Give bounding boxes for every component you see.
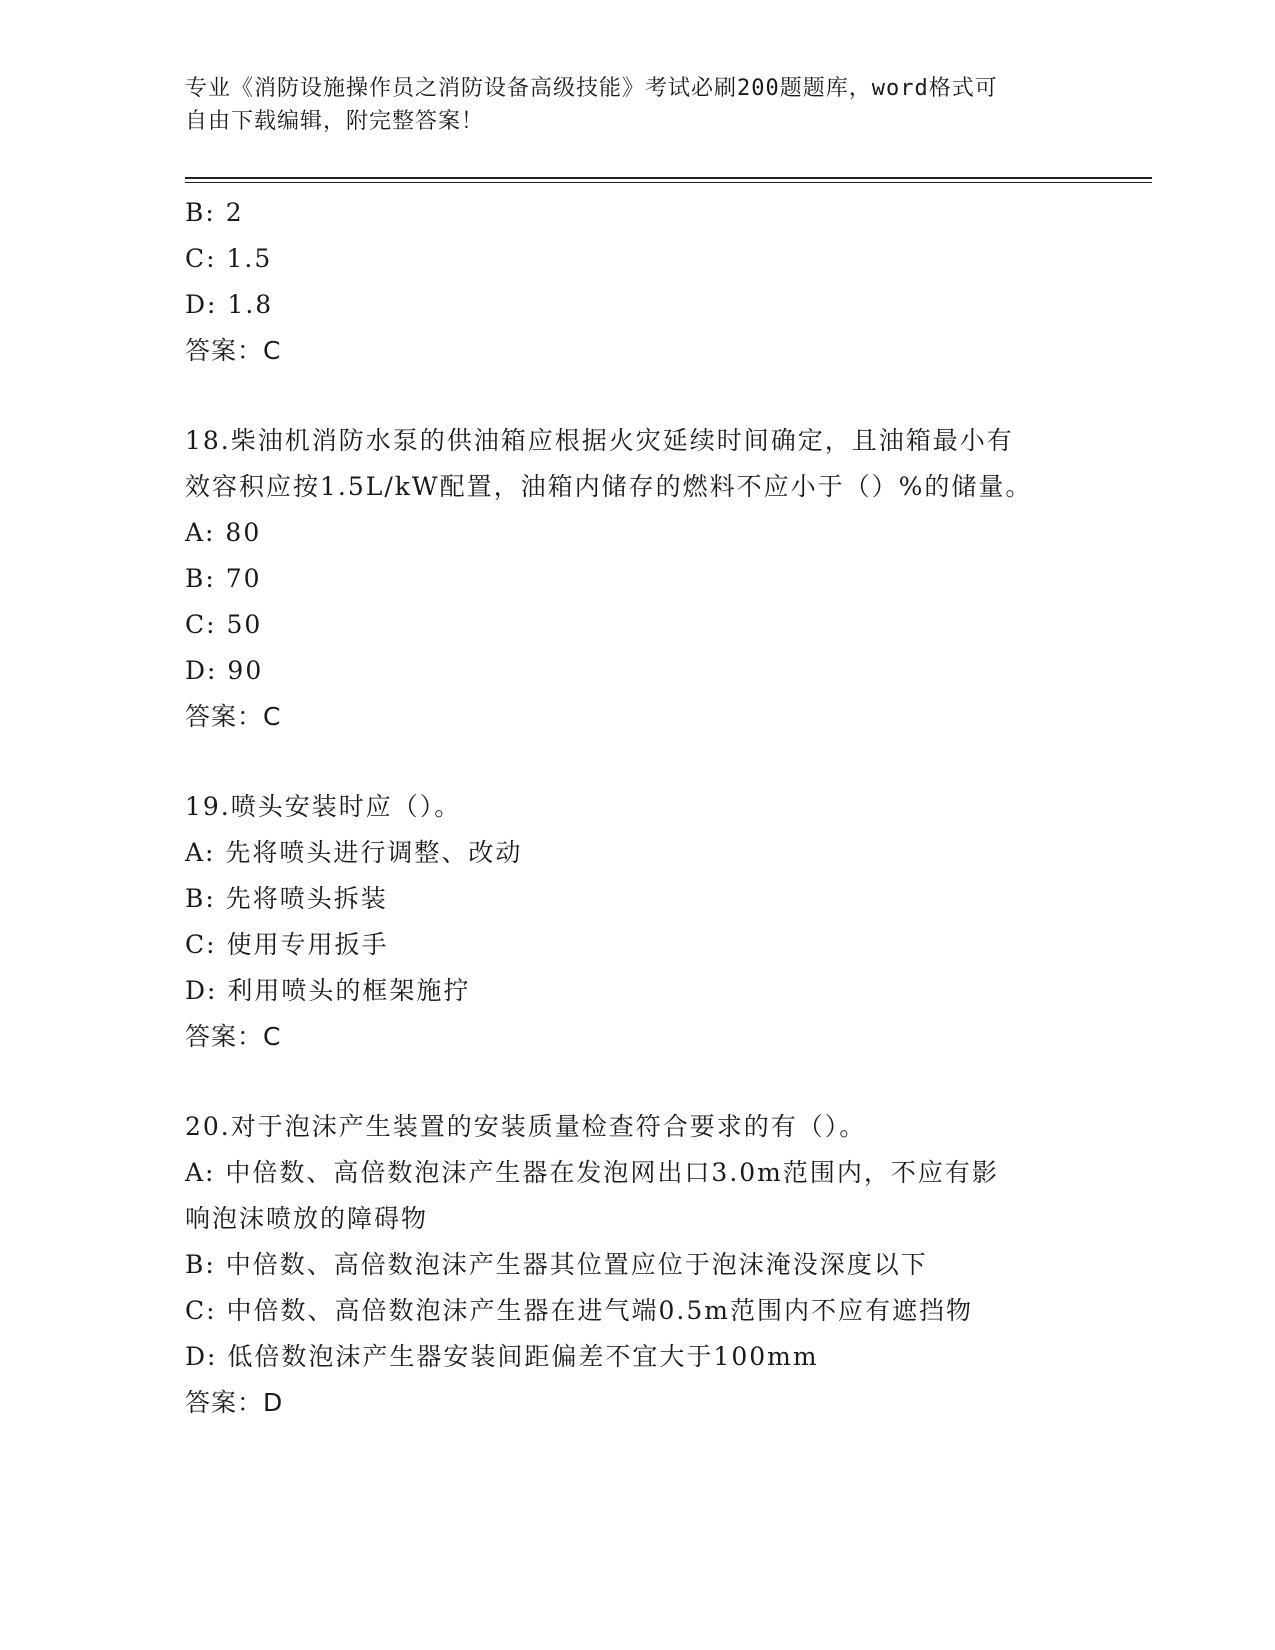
question-text: 20.对于泡沫产生装置的安装质量检查符合要求的有（）。 bbox=[185, 1112, 867, 1141]
option: B: 中倍数、高倍数泡沫产生器其位置应位于泡沫淹没深度以下 bbox=[185, 1250, 928, 1279]
question-18 bbox=[185, 418, 1085, 740]
answer: 答案：C bbox=[185, 336, 282, 365]
question-text: 效容积应按1.5L/kW配置，油箱内储存的燃料不应小于（）%的储量。 bbox=[185, 472, 1033, 501]
header-divider-thin bbox=[185, 182, 1152, 183]
option: D: 利用喷头的框架施拧 bbox=[185, 976, 471, 1005]
answer: 答案：D bbox=[185, 1388, 284, 1417]
header-line-1: 专业《消防设施操作员之消防设备高级技能》考试必刷200题题库，word格式可 bbox=[185, 76, 998, 101]
option: C: 中倍数、高倍数泡沫产生器在进气端0.5m范围内不应有遮挡物 bbox=[185, 1296, 973, 1325]
option: A: 80 bbox=[185, 518, 262, 547]
question-19 bbox=[185, 784, 1085, 1060]
option: A: 先将喷头进行调整、改动 bbox=[185, 838, 523, 867]
document-header bbox=[185, 72, 1085, 138]
option: D: 低倍数泡沫产生器安装间距偏差不宜大于100mm bbox=[185, 1342, 819, 1371]
header-divider-thick bbox=[185, 177, 1152, 179]
question-text: 19.喷头安装时应（）。 bbox=[185, 792, 462, 821]
option: A: 中倍数、高倍数泡沫产生器在发泡网出口3.0m范围内，不应有影 bbox=[185, 1158, 999, 1187]
question-20 bbox=[185, 1104, 1085, 1426]
option: C: 使用专用扳手 bbox=[185, 930, 389, 959]
option: D: 1.8 bbox=[185, 290, 274, 319]
option-continuation: 响泡沫喷放的障碍物 bbox=[185, 1204, 429, 1233]
question-17-continued bbox=[185, 190, 1085, 374]
header-line-2: 自由下载编辑，附完整答案！ bbox=[185, 109, 485, 134]
answer: 答案：C bbox=[185, 702, 282, 731]
option: B: 先将喷头拆装 bbox=[185, 884, 388, 913]
answer: 答案：C bbox=[185, 1022, 282, 1051]
option: D: 90 bbox=[185, 656, 264, 685]
option: C: 50 bbox=[185, 610, 263, 639]
question-text: 18.柴油机消防水泵的供油箱应根据火灾延续时间确定，且油箱最小有 bbox=[185, 426, 1014, 455]
option: C: 1.5 bbox=[185, 244, 273, 273]
question-list bbox=[185, 190, 1085, 1426]
option: B: 2 bbox=[185, 198, 244, 227]
option: B: 70 bbox=[185, 564, 262, 593]
